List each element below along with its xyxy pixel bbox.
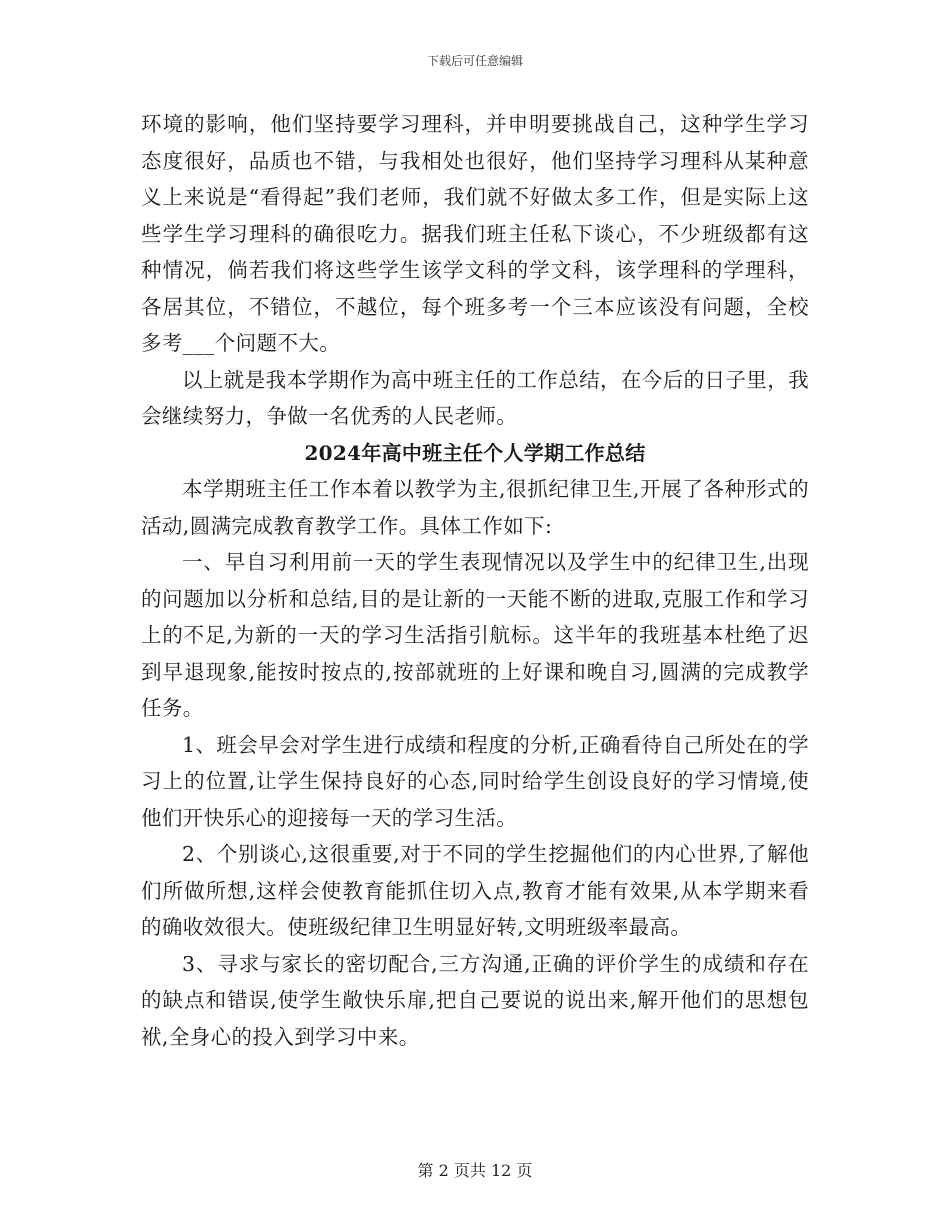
- paragraph-intro: 本学期班主任工作本着以教学为主,很抓纪律卫生,开展了各种形式的活动,圆满完成教育教学工作。具体工作如下:: [141, 477, 809, 538]
- section-title: 2024年高中班主任个人学期工作总结: [304, 440, 646, 465]
- paragraph-subitem-3: 3、寻求与家长的密切配合,三方沟通,正确的评价学生的成绩和存在的缺点和错误,使学生敞快乐扉,把自己要说的说出来,解开他们的思想包袱,全身心的投入到学习中来。: [141, 951, 809, 1049]
- paragraph-item-1: 一、早自习利用前一天的学生表现情况以及学生中的纪律卫生,出现的问题加以分析和总结,目的是让新的一天能不断的进取,克服工作和学习上的不足,为新的一天的学习生活指引航标。这半年的我班基本杜绝了迟到早退现象,能按时按点的,按部就班的上好课和晚自习,圆满的完成教学任务。: [141, 550, 809, 720]
- paragraph-subitem-2: 2、个别谈心,这很重要,对于不同的学生挖掘他们的内心世界,了解他们所做所想,这样会使教育能抓住切入点,教育才能有效果,从本学期来看的确收效很大。使班级纪律卫生明显好转,文明班级率最高。: [141, 842, 809, 939]
- page-header: 下载后可任意编辑: [426, 54, 523, 68]
- paragraph-conclusion: 以上就是我本学期作为高中班主任的工作总结，在今后的日子里，我会继续努力，争做一名优秀的人民老师。: [141, 367, 809, 428]
- page-footer: 第 2 页共 12 页: [417, 1161, 533, 1180]
- document-body: [141, 106, 809, 1055]
- paragraph-subitem-1: 1、班会早会对学生进行成绩和程度的分析,正确看待自己所处在的学习上的位置,让学生保持良好的心态,同时给学生创设良好的学习情境,使他们开快乐心的迎接每一天的学习生活。: [141, 732, 809, 830]
- paragraph-continued: 环境的影响，他们坚持要学习理科，并申明要挑战自己，这种学生学习态度很好，品质也不错，与我相处也很好，他们坚持学习理科从某种意义上来说是“看得起”我们老师，我们就不好做太多工作，但是实际上这些学生学习理科的确很吃力。据我们班主任私下谈心，不少班级都有这种情况，倘若我们将这些学生该学文科的学文科，该学理科的学理科，各居其位，不错位，不越位，每个班多考一个三本应该没有问题，全校多考___个问题不大。: [141, 112, 809, 355]
